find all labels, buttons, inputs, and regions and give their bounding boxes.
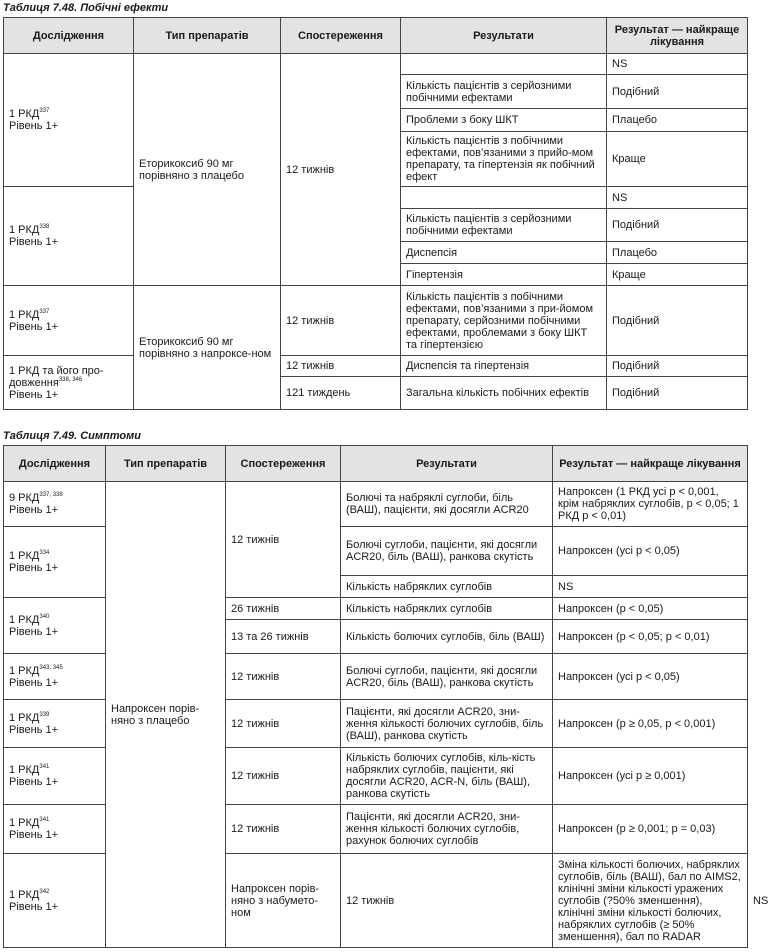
table-row: 1 РКД$^{342}$ Рівень 1+ Напроксен порів-няно з набумето-ном 12 тижнів Зміна кількості болючих, набряклих суглобів, біль (ВАШ), бал по AIMS2, клінічні зміни кількості уражених суглобів (?50% зменшення), клінічні зміни кількості болючих, набряклих суглобів (≥ 50% зменшення), бал по RADAR NS bbox=[4, 854, 748, 948]
table-row bbox=[4, 286, 748, 356]
study-cell: 1 РКД$^{337}$ Рівень 1+ bbox=[4, 54, 134, 187]
observation-cell: 12 тижнів bbox=[281, 356, 401, 377]
result-cell: Кількість набряклих суглобів bbox=[341, 576, 553, 598]
outcome-cell: Плацебо bbox=[607, 109, 748, 132]
result-cell: Проблеми з боку ШКТ bbox=[401, 109, 607, 132]
observation-cell: 12 тижнів bbox=[341, 854, 553, 948]
header-drug-type: Тип препаратів bbox=[134, 18, 281, 54]
table-header-row bbox=[4, 18, 748, 54]
header-results: Результати bbox=[341, 446, 553, 482]
header-observation: Спостереження bbox=[281, 18, 401, 54]
outcome-cell: Подібний bbox=[607, 75, 748, 109]
observation-cell: 12 тижнів bbox=[226, 805, 341, 854]
table-row bbox=[4, 482, 748, 527]
result-cell: Болючі суглоби, пацієнти, які досягли ACR20, біль (ВАШ), ранкова скутість bbox=[341, 654, 553, 700]
result-cell: Гіпертензія bbox=[401, 264, 607, 286]
table-header-row bbox=[4, 446, 748, 482]
study-cell: 1 РКД$^{341}$ Рівень 1+ bbox=[4, 748, 106, 805]
header-study: Дослідження bbox=[4, 446, 106, 482]
observation-cell: 12 тижнів bbox=[281, 54, 401, 286]
header-best-treatment: Результат — найкраще лікування bbox=[607, 18, 748, 54]
result-cell: Кількість пацієнтів з побічними ефектами, пов’язаними з при-йомом препарату, серйозними побічними ефектами, проблемами з боку ШКТ та гіпертензією bbox=[401, 286, 607, 356]
outcome-cell: Краще bbox=[607, 264, 748, 286]
result-cell: Зміна кількості болючих, набряклих суглобів, біль (ВАШ), бал по AIMS2, клінічні зміни кількості уражених суглобів (?50% зменшення), клінічні зміни кількості болючих, набряклих суглобів (≥ 50% зменшення), бал по RADAR bbox=[553, 854, 748, 948]
outcome-cell: Подібний bbox=[607, 356, 748, 377]
result-cell: Кількість набряклих суглобів bbox=[341, 598, 553, 620]
outcome-cell: Напроксен (p ≥ 0,001; p = 0,03) bbox=[553, 805, 748, 854]
drug-type-cell: Еторикоксиб 90 мг порівняно з напроксе-ном bbox=[134, 286, 281, 410]
study-cell: 1 РКД$^{343, 345}$ Рівень 1+ bbox=[4, 654, 106, 700]
study-cell: 1 РКД$^{338}$ Рівень 1+ bbox=[4, 187, 134, 286]
result-cell: Кількість пацієнтів з серйозними побічними ефектами bbox=[401, 209, 607, 242]
study-cell: 9 РКД$^{337, 338}$ Рівень 1+ bbox=[4, 482, 106, 527]
drug-type-cell: Еторикоксиб 90 мг порівняно з плацебо bbox=[134, 54, 281, 286]
outcome-cell: NS bbox=[607, 54, 748, 75]
header-drug-type: Тип препаратів bbox=[106, 446, 226, 482]
outcome-cell: Подібний bbox=[607, 377, 748, 410]
outcome-cell: Напроксен (1 РКД усі p < 0,001, крім набряклих суглобів, p < 0,05; 1 РКД p < 0,01) bbox=[553, 482, 748, 527]
outcome-cell: Напроксен (p ≥ 0,05, p < 0,001) bbox=[553, 700, 748, 748]
drug-type-cell: Напроксен порів-няно з набумето-ном bbox=[226, 854, 341, 948]
result-cell: Кількість пацієнтів з побічними ефектами, пов’язаними з прийо-мом препарату, та гіпертензія як побічний ефект bbox=[401, 132, 607, 187]
result-cell: Болючі суглоби, пацієнти, які досягли ACR20, біль (ВАШ), ранкова скутість bbox=[341, 527, 553, 576]
outcome-cell: Краще bbox=[607, 132, 748, 187]
observation-cell: 12 тижнів bbox=[226, 748, 341, 805]
study-cell: 1 РКД$^{340}$ Рівень 1+ bbox=[4, 598, 106, 654]
observation-cell: 12 тижнів bbox=[281, 286, 401, 356]
result-cell bbox=[401, 54, 607, 75]
study-cell: 1 РКД$^{334}$ Рівень 1+ bbox=[4, 527, 106, 598]
header-results: Результати bbox=[401, 18, 607, 54]
result-cell: Болючі та набряклі суглоби, біль (ВАШ), пацієнти, які досягли ACR20 bbox=[341, 482, 553, 527]
table2-caption: Таблиця 7.49. Симптоми bbox=[3, 430, 141, 442]
header-observation: Спостереження bbox=[226, 446, 341, 482]
result-cell: Диспепсія bbox=[401, 242, 607, 264]
result-cell: Кількість пацієнтів з серйозними побічними ефектами bbox=[401, 75, 607, 109]
study-cell: 1 РКД$^{337}$ Рівень 1+ bbox=[4, 286, 134, 356]
outcome-cell: Напроксен (p < 0,05; p < 0,01) bbox=[553, 620, 748, 654]
outcome-cell: Напроксен (усі p < 0,05) bbox=[553, 654, 748, 700]
outcome-cell: Плацебо bbox=[607, 242, 748, 264]
result-cell: Пацієнти, які досягли ACR20, зни-ження кількості болючих суглобів, рахунок болючих суглобів bbox=[341, 805, 553, 854]
table1-caption: Таблиця 7.48. Побічні ефекти bbox=[3, 2, 169, 14]
study-cell: 1 РКД$^{341}$ Рівень 1+ bbox=[4, 805, 106, 854]
outcome-cell: NS bbox=[607, 187, 748, 209]
header-study: Дослідження bbox=[4, 18, 134, 54]
observation-cell: 26 тижнів bbox=[226, 598, 341, 620]
header-best-treatment: Результат — найкраще лікування bbox=[553, 446, 748, 482]
observation-cell: 13 та 26 тижнів bbox=[226, 620, 341, 654]
observation-cell: 12 тижнів bbox=[226, 482, 341, 598]
outcome-cell: Напроксен (усі p < 0,05) bbox=[553, 527, 748, 576]
study-cell: 1 РКД$^{339}$ Рівень 1+ bbox=[4, 700, 106, 748]
outcome-cell: Подібний bbox=[607, 209, 748, 242]
result-cell: Загальна кількість побічних ефектів bbox=[401, 377, 607, 410]
outcome-cell: Напроксен (p < 0,05) bbox=[553, 598, 748, 620]
study-cell: 1 РКД$^{342}$ Рівень 1+ bbox=[4, 854, 106, 948]
table-row bbox=[4, 54, 748, 75]
observation-cell: 12 тижнів bbox=[226, 654, 341, 700]
symptoms-table bbox=[3, 445, 768, 948]
result-cell: Диспепсія та гіпертензія bbox=[401, 356, 607, 377]
observation-cell: 12 тижнів bbox=[226, 700, 341, 748]
outcome-cell: NS bbox=[553, 576, 748, 598]
drug-type-cell: Напроксен порів-няно з плацебо bbox=[106, 482, 226, 948]
study-cell: 1 РКД та його про-довження$^{338, 346}$ Рівень 1+ bbox=[4, 356, 134, 410]
result-cell bbox=[401, 187, 607, 209]
observation-cell: 121 тиждень bbox=[281, 377, 401, 410]
result-cell: Кількість болючих суглобів, біль (ВАШ) bbox=[341, 620, 553, 654]
result-cell: Пацієнти, які досягли ACR20, зни-ження кількості болючих суглобів, біль (ВАШ), ранкова скутість bbox=[341, 700, 553, 748]
table-row bbox=[4, 356, 748, 377]
result-cell: Кількість болючих суглобів, кіль-кість набряклих суглобів, пацієнти, які досягли ACR20, ACR-N, біль (ВАШ), ранкова скутість bbox=[341, 748, 553, 805]
outcome-cell: Напроксен (усі p ≥ 0,001) bbox=[553, 748, 748, 805]
side-effects-table bbox=[3, 17, 748, 410]
outcome-cell: Подібний bbox=[607, 286, 748, 356]
